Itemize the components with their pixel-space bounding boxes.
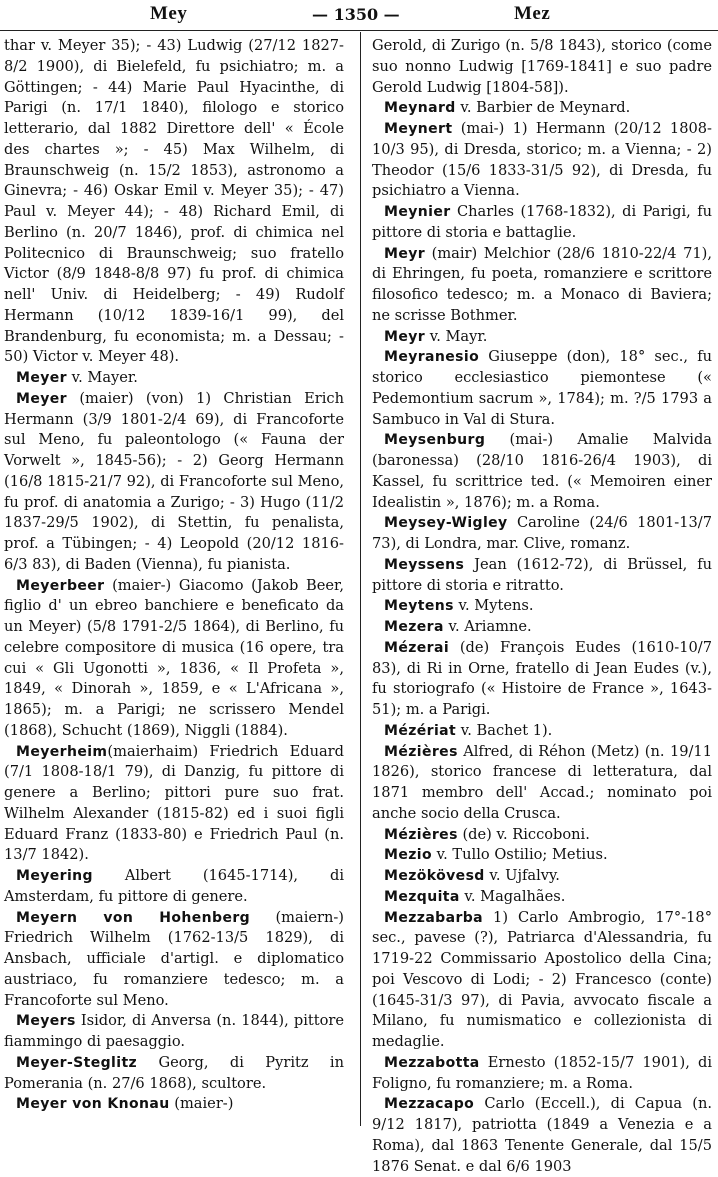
dictionary-entry xyxy=(372,845,712,866)
running-header xyxy=(0,0,718,31)
entry-headword: Meytens xyxy=(384,598,454,615)
entry-headword: Meyer-Steglitz xyxy=(16,1054,138,1071)
entry-text: 1) Carlo Ambrogio, 17°-18° sec., pavese (?), Patriarca d'Alessandria, fu 1719-22 Commissario Apostolico della Cina; poi Vescovo di Lodi; - 2) Francesco (conte) (1645-31/3 97), di Pavia, avvocato fiscale a Milano, fu numismatico e collezionista di medaglie. xyxy=(372,908,712,1050)
dictionary-entry xyxy=(372,825,712,846)
entry-headword: Meyering xyxy=(16,868,93,884)
entry-headword: Mezökövesd xyxy=(384,868,485,884)
dictionary-entry xyxy=(372,202,712,244)
entry-headword: Mezquita xyxy=(384,888,460,905)
entry-headword: Mézerai xyxy=(384,639,450,656)
dictionary-entry xyxy=(4,866,344,908)
entry-text: v. Barbier de Meynard. xyxy=(455,99,631,117)
dictionary-entry xyxy=(4,576,344,742)
dictionary-entry xyxy=(4,908,344,1012)
dictionary-entry xyxy=(372,1053,712,1095)
entry-headword: Meysenburg xyxy=(384,432,486,449)
entry-headword: Meyssens xyxy=(384,556,465,573)
dictionary-entry xyxy=(372,908,712,1053)
entry-text: Ernesto (1852-15/7 1901), di Foligno, fu romanziere; m. a Roma. xyxy=(372,1053,712,1092)
entry-headword: Meyer von Knonau xyxy=(16,1096,170,1113)
dictionary-entry xyxy=(372,638,712,721)
dictionary-entry xyxy=(372,327,712,348)
entry-text: (maier-) xyxy=(169,1095,234,1113)
entry-text: v. Mayer. xyxy=(66,369,138,386)
entry-text: thar v. Meyer 35); - 43) Ludwig (27/12 1827-8/2 1900), di Bielefeld, fu psichiatro; m. a Göttingen; - 44) Marie Paul Hyacinthe, di Parigi (n. 17/1 1840), filologo e storico letterario, dal 1882 Direttore dell' « École des chartes »; - 45) Max Wilhelm, di Braunschweig (n. 15/2 1853), astronomo a Ginevra; - 46) Oskar Emil v. Meyer 35); - 47) Paul v. Meyer 44); - 48) Richard Emil, di Berlino (n. 20/7 1846), prof. di chimica nel Politecnico di Braunschweig; suo fratello Victor (8/9 1848-8/8 97) fu prof. di chimica nell' Univ. di Heidelberg; - 49) Rudolf Hermann (10/12 1839-16/1 99), del Brandenburg, fu economista; m. a Dessau; - 50) Victor v. Meyer 48). xyxy=(4,37,344,366)
entry-text: Albert (1645-1714), di Amsterdam, fu pittore di genere. xyxy=(4,867,344,905)
entry-headword: Meyer xyxy=(16,390,67,407)
entry-headword: Mézériat xyxy=(384,722,457,739)
entry-headword: Meyers xyxy=(16,1013,76,1030)
entry-headword: Mezzacapo xyxy=(384,1096,475,1113)
entry-text: v. Mayr. xyxy=(425,327,488,345)
entry-headword: Meyr xyxy=(384,245,426,262)
entry-text: v. Mytens. xyxy=(453,597,534,615)
entry-headword: Meyranesio xyxy=(384,349,480,366)
entry-text: (mair) Melchior (28/6 1810-22/4 71), di Ehringen, fu poeta, romanziere e scrittore filosofico tedesco; m. a Monaco di Baviera; ne scrisse Bothmer. xyxy=(372,244,712,324)
dictionary-entry xyxy=(372,244,712,327)
entry-headword: Mezera xyxy=(384,619,444,635)
dictionary-entry xyxy=(372,596,712,617)
dictionary-entry xyxy=(372,119,712,202)
entry-text: Giuseppe (don), 18° sec., fu storico ecclesiastico piemontese (« Pedemontium sacrum », 1784); m. ?/5 1793 a Sambuco in Val di Stura. xyxy=(372,348,712,428)
header-right-guide-word: Mez xyxy=(514,3,551,24)
entry-headword: Meyerbeer xyxy=(16,577,105,594)
dictionary-entry xyxy=(372,742,712,825)
dictionary-entry xyxy=(4,389,344,576)
entry-headword: Mezzabarba xyxy=(384,909,484,926)
entry-text: Isidor, di Anversa (n. 1844), pittore fiammingo di paesaggio. xyxy=(4,1012,344,1050)
dictionary-entry xyxy=(372,513,712,555)
entry-headword: Mézières xyxy=(384,826,458,843)
dictionary-entry xyxy=(372,98,712,119)
dictionary-entry xyxy=(4,368,344,389)
entry-text: (de) François Eudes (1610-10/7 83), di Ri in Orne, fratello di Jean Eudes (v.), fu storiografo (« Histoire de France », 1643-51); m. a Parigi. xyxy=(372,638,712,718)
entry-text: (mai-) 1) Hermann (20/12 1808-10/3 95), di Dresda, storico; m. a Vienna; - 2) Theodor (15/6 1833-31/5 92), di Dresda, fu psichiatro a Vienna. xyxy=(372,120,712,200)
page-number: — 1350 — xyxy=(312,5,400,24)
entry-headword: Meynert xyxy=(384,121,453,137)
entry-text: v. Bachet 1). xyxy=(456,721,553,739)
dictionary-entry xyxy=(4,1011,344,1053)
dictionary-entry xyxy=(372,617,712,638)
dictionary-entry xyxy=(4,36,344,368)
entry-text: Charles (1768-1832), di Parigi, fu pittore di storia e battaglie. xyxy=(372,203,712,241)
dictionary-entry xyxy=(4,742,344,867)
entry-headword: Meysey-Wigley xyxy=(384,515,508,532)
entry-headword: Meyr xyxy=(384,328,426,345)
entry-headword: Mezio xyxy=(384,847,432,864)
entry-text: v. Ariamne. xyxy=(443,618,532,635)
entry-text: (maier-) Giacomo (Jakob Beer, figlio d' un ebreo banchiere e beneficato da un Meyer) (5/8 1791-2/5 1864), di Berlino, fu celebre compositore di musica (16 opere, tra cui « Gli Ugonotti », 1836, « Il Profeta », 1849, « Dinorah », 1859, e « L'Africana », 1865); m. a Parigi; ne scrissero Mendel (1868), Schucht (1869), Niggli (1884). xyxy=(4,576,344,739)
dictionary-entry xyxy=(372,347,712,430)
entry-headword: Mézières xyxy=(384,743,458,760)
entry-text: v. Ujfalvy. xyxy=(484,867,560,884)
entry-text: Georg, di Pyritz in Pomerania (n. 27/6 1868), scultore. xyxy=(4,1053,344,1092)
entry-headword: Meyer xyxy=(16,370,67,386)
entry-text: (maierhaim) Friedrich Eduard (7/1 1808-18/1 79), di Danzig, fu pittore di genere a Berlino; pittori pure suo frat. Wilhelm Alexander (1815-82) ed i suoi figli Eduard Franz (1833-80) e Friedrich Paul (n. 13/7 1842). xyxy=(4,742,344,864)
entry-headword: Meynard xyxy=(384,100,456,117)
header-left-guide-word: Mey xyxy=(150,3,188,24)
entry-text: v. Tullo Ostilio; Metius. xyxy=(432,846,608,864)
dictionary-entry xyxy=(372,866,712,887)
dictionary-entry xyxy=(372,887,712,908)
dictionary-entry xyxy=(4,1094,344,1115)
entry-text: (de) v. Riccoboni. xyxy=(457,825,590,843)
entry-text: v. Magalhães. xyxy=(459,887,566,905)
entry-text: Gerold, di Zurigo (n. 5/8 1843), storico (come suo nonno Ludwig [1769-1841] e suo padre Gerold Ludwig [1804-58]). xyxy=(372,37,712,96)
entry-text: Carlo (Eccell.), di Capua (n. 9/12 1817), patriotta (1849 a Venezia e a Roma), dal 1863 Tenente Generale, dal 15/5 1876 Senat. e dal 6/6 1903 xyxy=(372,1095,712,1175)
column-divider xyxy=(360,32,361,1126)
entry-headword: Mezzabotta xyxy=(384,1054,480,1071)
entry-text: Jean (1612-72), di Brüssel, fu pittore di storia e ritratto. xyxy=(372,555,712,594)
dictionary-entry xyxy=(4,1053,344,1095)
entry-text: Caroline (24/6 1801-13/7 73), di Londra, mar. Clive, romanz. xyxy=(372,514,712,552)
right-column xyxy=(372,36,712,1177)
entry-headword: Meyerheim xyxy=(16,743,108,760)
entry-text: (maier) (von) 1) Christian Erich Hermann (3/9 1801-2/4 69), di Francoforte sul Meno, fu paleontologo (« Fauna der Vorwelt », 1845-56); - 2) Georg Hermann (16/8 1815-21/7 92), di Francoforte sul Meno, fu prof. di anatomia a Zurigo; - 3) Hugo (11/2 1837-29/5 1902), di Stettin, fu penalista, prof. a Tübingen; - 4) Leopold (20/12 1816-6/3 83), di Baden (Vienna), fu pianista. xyxy=(4,389,344,573)
dictionary-entry xyxy=(372,430,712,513)
dictionary-entry xyxy=(372,1094,712,1177)
dictionary-entry xyxy=(372,36,712,98)
dictionary-entry xyxy=(372,555,712,597)
entry-text: (maiern-) Friedrich Wilhelm (1762-13/5 1829), di Ansbach, ufficiale d'artigl. e diplomatico austriaco, fu romanziere tedesco; m. a Francoforte sul Meno. xyxy=(4,908,344,1009)
entry-headword: Meyern von Hohenberg xyxy=(16,909,251,926)
dictionary-entry xyxy=(372,721,712,742)
left-column xyxy=(4,36,344,1115)
entry-text: (mai-) Amalie Malvida (baronessa) (28/10 1816-26/4 1903), di Kassel, fu scrittrice ted. (« Memoiren einer Idealistin », 1876); m. a Roma. xyxy=(372,431,712,511)
entry-text: Alfred, di Réhon (Metz) (n. 19/11 1826), storico francese di letteratura, dal 1871 membro dell' Accad.; nominato poi anche socio della Crusca. xyxy=(372,742,712,822)
entry-headword: Meynier xyxy=(384,204,451,220)
